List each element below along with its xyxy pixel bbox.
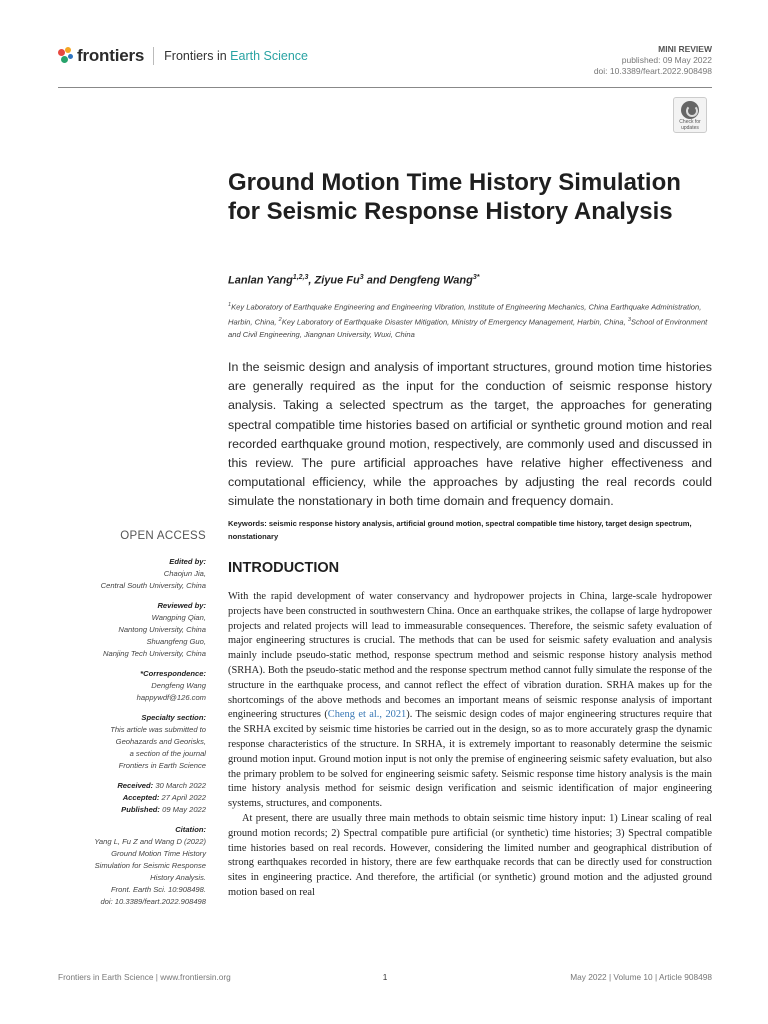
author-list xyxy=(228,274,479,287)
frontiers-logo[interactable] xyxy=(58,46,308,66)
received-date xyxy=(58,780,206,792)
reviewer-affiliation: Nantong University, China xyxy=(118,625,206,634)
author-separator: and xyxy=(363,274,390,287)
body-paragraph: At present, there are usually three main methods to obtain seismic time history input: 1) Linear scaling of real ground motion records; 2) Spectral compatible pure artificial (or synthetic) time histories; 3) Spectral compatible time histories based on real records. However, considering the limited number and geographical distribution of strong earthquakes recorded in history, there are few earthquake records that can be directly used for construction sites in engineering practice. And therefore, the artificial (or synthetic) ground motion and the adjusted ground motion based on real xyxy=(228,812,712,898)
check-for-updates-badge[interactable] xyxy=(673,97,707,133)
author-sup: 3* xyxy=(472,274,480,281)
affiliation-sup: 3 xyxy=(627,316,631,323)
editor-name[interactable]: Chaojun Jia, xyxy=(163,569,206,578)
affiliations xyxy=(228,299,712,341)
paragraph-text: With the rapid development of water conservancy and hydropower projects in China, large-scale hydropower projects have been constructed in southwestern China. Once an earthquake strikes, the collapse of large hydropower projects and related projects will lead to immeasurable consequences. Therefore, the seismic safety evaluation of major engineering structures is crucial. The methods that can be used for seismic safety evaluation and analysis mainly include pseudo-static method, response spectrum method and seismic response history analysis method (SRHA). Both the pseudo-static method and the response spectrum method cannot fully simulate the response of the structure in the earthquake process, and cannot reflect the effect of vibration duration. SRHA makes up for the shortcomings of the above methods and becomes an important means of seismic response analysis of important engineering structures ( xyxy=(228,591,712,721)
specialty-section-label: Specialty section: xyxy=(141,713,206,722)
reviewed-by-label: Reviewed by: xyxy=(157,601,206,610)
author-name[interactable]: Lanlan Yang xyxy=(228,274,293,287)
introduction-heading: INTRODUCTION xyxy=(228,560,340,576)
citation-line: Ground Motion Time History xyxy=(111,849,206,858)
reviewer-name[interactable]: Shuangfeng Guo, xyxy=(146,637,206,646)
specialty-line: Frontiers in Earth Science xyxy=(118,761,206,770)
article-dates xyxy=(58,780,206,816)
published-value: 09 May 2022 xyxy=(162,805,206,814)
affiliation-text: Key Laboratory of Earthquake Disaster Mitigation, Ministry of Emergency Management, Harbin, China, xyxy=(281,317,628,327)
specialty-line: Geohazards and Georisks, xyxy=(115,737,206,746)
journal-prefix: Frontiers in xyxy=(164,49,227,63)
page-header xyxy=(58,44,712,86)
open-access-label: OPEN ACCESS xyxy=(120,530,206,542)
author-separator: , xyxy=(308,274,315,287)
article-type: MINI REVIEW xyxy=(658,44,712,54)
accepted-value: 27 April 2022 xyxy=(161,793,206,802)
published-date: published: 09 May 2022 xyxy=(621,55,712,65)
page-number: 1 xyxy=(382,972,388,982)
affiliation-sup: 2 xyxy=(278,316,282,323)
editor-affiliation: Central South University, China xyxy=(100,581,206,590)
affiliation-text: Key Laboratory of Earthquake Engineering and Engineering Vibration, Institute of Engineering Mechanics, China Earthquake Administration, Harbin, China, xyxy=(228,302,702,327)
received-value: 30 March 2022 xyxy=(155,781,206,790)
author-name[interactable]: Dengfeng Wang xyxy=(389,274,473,287)
correspondence-label: *Correspondence: xyxy=(140,669,206,678)
citation-line: History Analysis. xyxy=(150,873,206,882)
journal-name[interactable] xyxy=(164,49,308,63)
published-label: Published: xyxy=(121,805,160,814)
author-name[interactable]: Ziyue Fu xyxy=(314,274,360,287)
citation-link[interactable]: Cheng et al., 2021 xyxy=(327,709,407,721)
check-updates-label: Check for updates xyxy=(679,119,701,131)
logo-divider xyxy=(153,47,154,65)
citation-line: Front. Earth Sci. 10:908498. xyxy=(111,885,206,894)
accepted-date xyxy=(58,792,206,804)
reviewer-affiliation: Nanjing Tech University, China xyxy=(103,649,206,658)
published-date-sidebar xyxy=(58,804,206,816)
received-label: Received: xyxy=(117,781,154,790)
affiliation-text: School of Environment and Civil Engineering, Jiangnan University, Wuxi, China xyxy=(228,317,708,340)
citation-doi[interactable]: doi: 10.3389/feart.2022.908498 xyxy=(100,897,206,906)
article-doi[interactable]: doi: 10.3389/feart.2022.908498 xyxy=(593,66,712,76)
body-paragraph xyxy=(228,590,712,812)
journal-accent: Earth Science xyxy=(230,49,308,63)
header-rule xyxy=(58,87,712,88)
article-meta xyxy=(594,44,712,77)
citation-line: Yang L, Fu Z and Wang D (2022) xyxy=(94,837,206,846)
correspondence-email[interactable]: happywdf@126.com xyxy=(136,693,206,702)
specialty-line: a section of the journal xyxy=(129,749,206,758)
abstract: In the seismic design and analysis of important structures, ground motion time histories are generally required as the input for the conduction of seismic response history analysis. Taking a selected spectrum as the target, the approaches for generating spectral compatible time histories based on artificial or synthetic ground motion and real recorded earthquake ground motion, respectively, are commonly used and discussed in this review. The pure artificial approaches have relative higher effectiveness and computational efficiency, while the approaches by adjusting the real records could simulate the nonstationary in both time domain and frequency domain. xyxy=(228,360,712,509)
article-info-sidebar xyxy=(58,530,206,908)
keywords: Keywords: seismic response history analysis, artificial ground motion, spectral compatible time history, target design spectrum, nonstationary xyxy=(228,519,692,541)
accepted-label: Accepted: xyxy=(122,793,160,802)
logo-wordmark: frontiers xyxy=(77,46,145,65)
affiliation-sup: 1 xyxy=(228,302,232,308)
citation-label: Citation: xyxy=(175,825,206,834)
article-title: Ground Motion Time History Simulation for Seismic Response History Analysis xyxy=(228,169,681,225)
introduction-body xyxy=(228,590,712,901)
correspondence-name: Dengfeng Wang xyxy=(151,681,206,690)
specialty-line: This article was submitted to xyxy=(110,725,206,734)
reviewer-name[interactable]: Wangping Qian, xyxy=(151,613,206,622)
check-updates-icon xyxy=(681,101,699,119)
author-sup: 3 xyxy=(359,274,364,281)
frontiers-logo-icon xyxy=(58,47,74,65)
citation-line: Simulation for Seismic Response xyxy=(94,861,206,870)
edited-by-label: Edited by: xyxy=(169,557,206,566)
footer-journal-link[interactable]: Frontiers in Earth Science | www.frontiersin.org xyxy=(58,972,231,982)
paragraph-text: ). The seismic design codes of major engineering structures require that the SRHA excited by seismic time histories be carried out in the design, so as to more accurately grasp the dynamic response characteristics of the structure. In SRHA, it is extremely important to reasonably determine the seismic ground motion input. Ground motion input is not only the premise of engineering seismic safety evaluation, but also the primary problem to be solved for engineering seismic safety. Seismic response time history analysis is the main time history analysis method for seismic design verification and seismic identification of major engineering systems, structures, and components. xyxy=(228,709,712,810)
footer-issue-info: May 2022 | Volume 10 | Article 908498 xyxy=(570,972,712,982)
author-sup: 1,2,3 xyxy=(292,274,309,281)
